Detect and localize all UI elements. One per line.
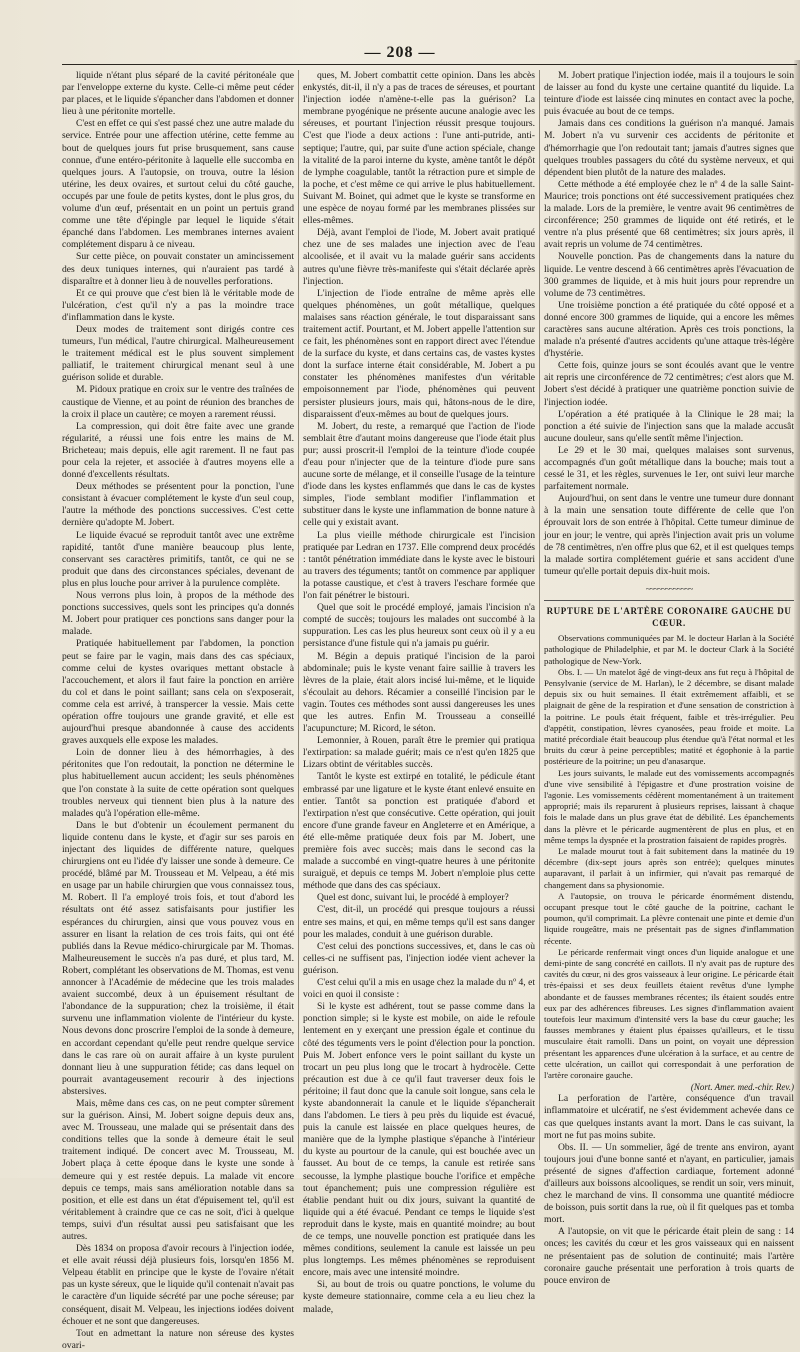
paragraph: Dès 1834 on proposa d'avoir recours à l'injection iodée, et elle avait réussi déjà plusieurs fois, lorsqu'en 1856 M. Velpeau établit en principe que le kyste de l'ovaire n'était pas un kyste séreux, que le liquide qu'il contenait n'avait pas le caractère d'un liquide sécrété par une poche séreuse; par conséquent, disait M. Velpeau, les injections iodées doivent échouer et ne sont que dangereuses. [62, 1243, 294, 1327]
page-number: — 208 — [364, 44, 436, 61]
paragraph: Une troisième ponction a été pratiquée du côté opposé et a donné encore 300 grammes de liquide, qui a encore les mêmes caractères sans aucune altération. Après ces trois ponctions, la malade n'a présenté d'autres accidents qu'une attaque très-légère d'hystérie. [544, 299, 794, 360]
paragraph: A l'autopsie, on vit que le péricarde était plein de sang : 14 onces; les cavités du cœur et les gros vaisseaux qui en naissent ne présentaient pas de solution de continuité; mais l'artère coronaire gauche présentait une perforation à trois quarts de pouce environ de [544, 1226, 794, 1286]
paragraph: liquide n'étant plus séparé de la cavité péritonéale que par l'enveloppe externe du kyste. Celle-ci même peut céder par places, et le liquide s'épancher dans l'abdomen et donner lieu à une péritonite mortelle. [62, 70, 294, 118]
paragraph: Tantôt le kyste est extirpé en totalité, le pédicule étant embrassé par une ligature et le kyste étant enlevé ensuite en entier. Tantôt sa ponction est pratiquée d'abord et l'extirpation n'est que consécutive. Cette opération, qui jouit encore d'une grande faveur en Angleterre et en Amérique, a été elle-même pratiquée deux fois par M. Jobert, une première fois avec succès; mais dans le second cas la malade a succombé en vingt-quatre heures à une péritonite suraiguë, et depuis ce temps M. Jobert n'emploie plus cette méthode que dans des cas spéciaux. [303, 771, 535, 892]
paragraph: La compression, qui doit être faite avec une grande régularité, a réussi une fois entre les mains de M. Bricheteau; mais depuis, elle agit rarement. Il ne faut pas pour cela la rejeter, et associée à d'autres moyens elle a donné d'excellents résultats. [62, 420, 294, 481]
paragraph: M. Pidoux pratique en croix sur le ventre des traînées de caustique de Vienne, et au point de réunion des branches de la croix il place un cautère; ce moyen a rarement réussi. [62, 384, 294, 420]
paragraph: Le liquide évacué se reproduit tantôt avec une extrême rapidité, tantôt d'une manière beaucoup plus lente, conservant ses caractères primitifs, tantôt, ce qui ne se produit que dans des circonstances spéciales, devenant de plus en plus louche pour arriver à la purulence complète. [62, 529, 294, 589]
paragraph: C'est celui des ponctions successives, et, dans le cas où celles-ci ne suffisent pas, l'injection iodée vient achever la guérison. [303, 940, 535, 976]
paragraph: Quel est donc, suivant lui, le procédé à employer? [317, 892, 509, 904]
paragraph: M. Bégin a depuis pratiqué l'incision de la paroi abdominale; puis le kyste venant faire saillie à travers les lèvres de la plaie, était alors incisé lui-même, et le liquide s'écoulait au dehors. Récamier a conseillé l'incision par le vagin. Toutes ces méthodes sont aussi dangereuses les unes que les autres. Enfin M. Trousseau a conseillé l'acupuncture; M. Ricord, le séton. [303, 650, 535, 735]
paragraph: Le 29 et le 30 mai, quelques malaises sont survenus, accompagnés d'un goût métallique dans la bouche; mais tout a cessé le 31, et les règles, survenues le 1er, ont suivi leur marche parfaitement normale. [544, 444, 794, 493]
paragraph: ques, M. Jobert combattit cette opinion. Dans les abcès enkystés, dit-il, il n'y a pas de traces de séreuses, et pourtant l'injection iodée n'amène-t-elle pas la guérison? La membrane pyogénique ne présente aucune analogie avec les séreuses, et pourtant l'injection réussit presque toujours. C'est que l'iode a deux actions : l'une anti-putride, anti-septique; l'autre, qui, par suite d'une action spéciale, change la vitalité de la paroi interne du kyste, amène tantôt le dépôt de lymphe coagulable, tantôt la rétraction pure et simple de la poche, et c'est même ce qui arrive le plus habituellement. Suivant M. Boinet, qui admet que le kyste se transforme en une espèce de noyau formé par les membranes plissées sur elles-mêmes. [303, 70, 535, 227]
paragraph: Dans le but d'obtenir un écoulement permanent du liquide contenu dans le kyste, et d'agir sur ses parois en injectant des liquides de différente nature, quelques chirurgiens ont eu l'idée d'y laisser une sonde à demeure. Ce procédé, blâmé par M. Trousseau et M. Velpeau, a été mis en usage par un habile chirurgien que vous connaissez tous, M. Robert. Il l'a employé trois fois, et tout d'abord les résultats ont été assez satisfaisants pour justifier les espérances du chirurgien, ainsi que vous pouvez vous en assurer en lisant la relation de ces trois faits, qui ont été publiés dans la Revue médico-chirurgicale par M. Thomas. Malheureusement le succès n'a pas duré, et plus tard, M. Robert, complétant les observations de M. Thomas, est venu annoncer à l'Académie de médecine que les trois malades avaient succombé, deux à un épuisement résultant de l'abondance de la suppuration; chez la troisième, il était survenu une inflammation violente de l'intérieur du kyste. Nous devons donc proscrire l'emploi de la sonde à demeure, en accordant cependant qu'elle peut rendre quelque service dans le cas rare où on aurait affaire à un kyste purulent donnant lieu à une suppuration fétide; cas dans lequel on pourrait avantageusement recourir à des injections abstersives. [62, 819, 294, 1097]
paragraph: Le malade mourut tout à fait subitement dans la matinée du 19 décembre (dix-sept jours après son entrée); quelques minutes auparavant, il parlait à un infirmier, qui n'avait pas remarqué de changement dans sa physionomie. [544, 845, 794, 890]
paragraph: Nouvelle ponction. Pas de changements dans la nature du liquide. Le ventre descend à 66 centimètres après l'évacuation de 300 grammes de liquide, et à mis huit jours pour reprendre un volume de 73 centimètres. [544, 251, 794, 299]
paragraph: Deux méthodes se présentent pour la ponction, l'une consistant à évacuer complétement le kyste d'un seul coup, l'autre la méthode des ponctions successives. C'est cette dernière qu'adopte M. Jobert. [62, 481, 294, 529]
paragraph: M. Jobert pratique l'injection iodée, mais il a toujours le soin de laisser au fond du kyste une certaine quantité du liquide. La teinture d'iode est laissée cinq minutes en contact avec la poche, puis évacuée au bout de ce temps. [544, 70, 794, 118]
paragraph: Loin de donner lieu à des hémorrhagies, à des péritonites que l'on redoutait, la ponction ne détermine le plus habituellement aucun accident; les seuls phénomènes que l'on constate à la suite de cette opération sont quelques troubles nerveux qui tiennent bien plus à la nature des malades qu'à l'opération elle-même. [62, 747, 294, 819]
paragraph: La plus vieille méthode chirurgicale est l'incision pratiquée par Ledran en 1737. Elle comprend deux procédés : tantôt pénétration immédiate dans le kyste avec le bistouri au travers des téguments; tantôt on commence par appliquer la potasse caustique, et c'est à travers l'eschare formée que l'on fait pénétrer le bistouri. [303, 529, 535, 602]
paragraph: Tout en admettant la nature non séreuse des kystes ovari- [62, 1327, 294, 1351]
paragraph: A l'autopsie, on trouva le péricarde énormément distendu, occupant presque tout le côté gauche de la poitrine, cachant le poumon, qu'il comprimait. La plèvre contenait une pinte et demie d'un liquide rougeâtre, mais ne présentait pas de signes d'inflammation récente. [544, 890, 794, 946]
paragraph: Sur cette pièce, on pouvait constater un amincissement des deux tuniques internes, qui n'auraient pas tardé à disparaître et à donner lieu à de nouvelles perforations. [62, 251, 294, 287]
ornamental-divider: ~~~~~~~~~~~~ [645, 583, 693, 594]
paragraph: M. Jobert, du reste, a remarqué que l'action de l'iode semblait être d'autant moins dangereuse que l'iode était plus pur; aussi proscrit-il l'emploi de la teinture d'iode coupée d'eau pour n'injecter que de la teinture d'iode pure sans aucune sorte de mélange, et il conseille l'usage de la teinture d'iode dans les kystes enflammés que dans le cas de kystes simples, l'iode semblant modifier l'inflammation et substituer dans le kyste une inflammation de bonne nature à celle qui y existait avant. [303, 420, 535, 529]
paragraph: Et ce qui prouve que c'est bien là le véritable mode de l'ulcération, c'est qu'il n'y a pas la moindre trace d'inflammation dans le kyste. [62, 287, 294, 323]
paragraph: C'est en effet ce qui s'est passé chez une autre malade du service. Entrée pour une affection utérine, cette femme au bout de quelques jours fut prise brusquement, sans cause connue, d'une entéro-péritonite à laquelle elle succomba en quelques jours. A l'autopsie, on trouva, outre la lésion utérine, les deux ovaires, et surtout celui du côté gauche, occupés par une foule de petits kystes, dont le plus gros, du volume d'un œuf, présentait en un point un pertuis grand comme une tête d'épingle par lequel le liquide s'était épanché dans l'abdomen. Les membranes internes avaient complétement disparu à ce niveau. [62, 118, 294, 251]
paragraph: Cette méthode a été employée chez le nº 4 de la salle Saint-Maurice; trois ponctions ont été successivement pratiquées chez la malade. Lors de la première, le ventre avait 96 centimètres de circonférence; 250 grammes de liquide ont été retirés, et le ventre n'a plus présenté que 68 centimètres; six jours après, il avait repris un volume de 74 centimètres. [544, 178, 794, 251]
paragraph: Déjà, avant l'emploi de l'iode, M. Jobert avait pratiqué chez une de ses malades une injection avec de l'eau alcoolisée, et il avait vu la malade guérir sans accidents autres qu'une fièvre très-manifeste qui s'était déclarée après l'injection. [303, 227, 535, 287]
section-title: RUPTURE DE L'ARTÈRE CORONAIRE GAUCHE DU CŒUR. [544, 600, 794, 629]
paragraph: Le péricarde renfermait vingt onces d'un liquide analogue et une demi-pinte de sang concrété en caillots. Il n'y avait pas de rupture des cavités du cœur, ni des gros vaisseaux à leur origine. Le péricarde était très-épaissi et ses deux feuillets étaient revêtus d'une lymphe abondante et de fausses membranes récentes; ils étaient soudés entre eux par des adhérences fibreuses. Les signes d'inflammation avaient toutefois leur maximum d'intensité vers la base du cœur gauche; les fausses membranes y étaient plus épaisses qu'ailleurs, et le tissu musculaire était ramolli. Dans un point, on voyait une dépression présentant les apparences d'une ulcération à la surface, et au centre de cette ulcération, un caillot qui correspondait à une perforation de l'artère coronaire gauche. [544, 946, 794, 1081]
paragraph: C'est celui qu'il a mis en usage chez la malade du nº 4, et voici en quoi il consiste : [303, 977, 535, 1001]
paragraph: Aujourd'hui, on sent dans le ventre une tumeur dure donnant à la main une sensation toute différente de celle que l'on éprouvait lors de son entrée à l'hôpital. Cette tumeur diminue de jour en jour; le ventre, qui après l'injection avait pris un volume de 78 centimètres, n'en offre plus que 62, et il est quelques temps la malade sortira complétement guérie et sans accident d'une tumeur qu'elle portait depuis dix-huit mois. [544, 493, 794, 577]
paragraph: Nous verrons plus loin, à propos de la méthode des ponctions successives, quels sont les principes qu'a donnés M. Jobert pour pratiquer ces ponctions sans danger pour la malade. [62, 590, 294, 638]
article-source: (Nort. Amer. med.-chir. Rev.) [690, 1082, 794, 1093]
section-intro: Observations communiquées par M. le docteur Harlan à la Société pathologique de Philadelphie, et par M. le docteur Clark à la Société pathologique de New-York. [544, 633, 794, 666]
paragraph: Jamais dans ces conditions la guérison n'a manqué. Jamais M. Jobert n'a vu survenir ces accidents de péritonite et d'hémorrhagie que l'on redoutait tant; jamais d'autres signes que quelques troubles passagers du côté du système nerveux, et qui dépendent bien plutôt de la nature des malades. [544, 118, 794, 178]
column-3 [544, 70, 794, 1286]
header-rule [62, 64, 797, 65]
paragraph: Quel que soit le procédé employé, jamais l'incision n'a compté de succès; toujours les malades ont succombé à la suppuration. Les cas les plus heureux sont ceux où il y a eu persistance d'une fistule qui n'a jamais pu guérir. [303, 602, 535, 650]
paragraph: Cette fois, quinze jours se sont écoulés avant que le ventre ait repris une circonférence de 72 centimètres; c'est alors que M. Jobert s'est décidé à pratiquer une quatrième ponction suivie de l'injection iodée. [544, 360, 794, 408]
paragraph: La perforation de l'artère, conséquence d'un travail inflammatoire et ulcératif, ne s'est évidemment achevée dans ce cas que quelques instants avant la mort. Dans le cas suivant, la mort ne fut pas moins subite. [544, 1093, 794, 1141]
column-2 [303, 70, 535, 1315]
column-1 [62, 70, 294, 1351]
paragraph: Obs. I. — Un matelot âgé de vingt-deux ans fut reçu à l'hôpital de Pensylvanie (service de M. Harlan), le 2 décembre, se disant malade depuis six ou huit semaines. Il était extrêmement affaibli, et se plaignait de gêne de la respiration et d'une sensation de constriction à la poitrine. Le pouls était fréquent, faible et très-irrégulier. Peu d'appétit, constipation, lèvres cyanosées, peau froide et moite. La matité précordiale était beaucoup plus étendue qu'à l'état normal et les bruits du cœur à peine perceptibles; matité et égophonie à la partie postérieure de la poitrine; un peu d'anasarque. [544, 666, 794, 767]
paragraph: Mais, même dans ces cas, on ne peut compter sûrement sur la guérison. Ainsi, M. Jobert soigne depuis deux ans, avec M. Trousseau, une malade qui se présentait dans des conditions telles que la sonde à demeure était le seul traitement indiqué. De concert avec M. Trousseau, M. Jobert plaça à cette époque dans le kyste une sonde à demeure qui y est restée depuis. La malade vit encore depuis ce temps, mais sans amélioration notable dans sa position, et elle est dans un état d'épuisement tel, qu'il est véritablement à craindre que ce cas ne soit, d'ici à quelque temps, suivi d'un résultat aussi peu satisfaisant que les autres. [62, 1097, 294, 1242]
paragraph: L'opération a été pratiquée à la Clinique le 28 mai; la ponction a été suivie de l'injection sans que la malade accusât aucune douleur, sans qu'elle sentît même l'injection. [544, 408, 794, 444]
page-edge-shadow [794, 60, 800, 1170]
paragraph: Lemonnier, à Rouen, paraît être le premier qui pratiqua l'extirpation: sa malade guérit; mais ce n'est qu'en 1825 que Lizars obtint de véritables succès. [303, 735, 535, 771]
paragraph: Si le kyste est adhérent, tout se passe comme dans la ponction simple; si le kyste est mobile, on aide le refoule lentement en y exerçant une pression égale et continue du côté des téguments vers le point d'élection pour la ponction. Puis M. Jobert enfonce vers le point saillant du kyste un trocart un peu plus long que le trocart à hydrocèle. Cette précaution est due à ce qu'il faut traverser deux fois le péritoine; il faut donc que la canule soit longue, sans cela le kyste abandonnerait la canule et le liquide s'épancherait dans l'abdomen. Le tiers à peu près du liquide est évacué, puis la canule est laissée en place quelques heures, de manière que de la lymphe plastique s'épanche à l'intérieur du kyste au pourtour de la canule, qui est bouchée avec un fausset. Au bout de ce temps, la canule est retirée sans secousse, la lymphe plastique bouche l'orifice et empêche tout épanchement; puis une compression régulière est établie pendant huit ou dix jours, suivant la quantité de liquide qui a été évacué. Pendant ce temps le liquide s'est reproduit dans le kyste, mais en quantité moindre; au bout de ce temps, une nouvelle ponction est pratiquée dans les mêmes conditions, seulement la canule est laissée un peu plus longtemps. Les mêmes phénomènes se reproduisent encore, mais avec une intensité moindre. [303, 1001, 535, 1279]
paragraph: Deux modes de traitement sont dirigés contre ces tumeurs, l'un médical, l'autre chirurgical. Malheureusement le traitement médical est le plus souvent simplement palliatif, le traitement chirurgical menant seul à une guérison solide et durable. [62, 323, 294, 384]
paragraph: L'injection de l'iode entraîne de même après elle quelques phénomènes, un goût métallique, quelques malaises sans réaction générale, le tout disparaissant sans traitement actif. Pourtant, et M. Jobert appelle l'attention sur ce fait, les phénomènes sont en rapport direct avec l'étendue de la surface du kyste, et dans certains cas, de vastes kystes dont la surface interne était considérable, M. Jobert a pu constater les phénomènes manifestes d'un véritable empoisonnement par l'iode, phénomènes qui peuvent persister plusieurs jours, mais qui, hâtons-nous de le dire, disparaissent d'eux-mêmes au bout de quelques jours. [303, 287, 535, 420]
paragraph: Obs. II. — Un sommelier, âgé de trente ans environ, ayant toujours joui d'une bonne santé et n'ayant, en particulier, jamais présenté de signes d'affection cardiaque, fortement adonné d'ailleurs aux boissons alcooliques, se rendit un soir, vers minuit, chez le marchand de vins. Il consomma une quantité médiocre de boisson, puis sortit dans la rue, où il fit quelques pas et tomba mort. [544, 1141, 794, 1226]
paragraph: Les jours suivants, le malade eut des vomissements accompagnés d'une vive sensibilité à l'épigastre et d'une prostration voisine de l'agonie. Les vomissements cédèrent momentanément à un traitement approprié; mais ils reparurent à plusieurs reprises, laissant à chaque fois le malade dans un plus grave état de débilité. Les épanchements dans la plèvre et le péricarde augmentèrent de plus en plus, et en même temps la dyspnée et la prostration faisaient de rapides progrès. [544, 767, 794, 845]
column-separator [298, 70, 299, 1160]
paragraph: C'est, dit-il, un procédé qui presque toujours a réussi entre ses mains, et qui, en même temps qu'il est sans danger pour les malades, conduit à une guérison durable. [303, 904, 535, 940]
paragraph: Si, au bout de trois ou quatre ponctions, le volume du kyste demeure stationnaire, comme cela a eu lieu chez la malade, [303, 1279, 535, 1315]
column-separator [539, 70, 540, 1160]
paragraph: Pratiquée habituellement par l'abdomen, la ponction peut se faire par le vagin, mais dans des cas spéciaux, comme celui de kystes ovariques mettant obstacle à l'accouchement, et alors il faut faire la ponction en arrière du col et dans le point saillant; sans cela on s'exposerait, comme cela est arrivé, à transpercer la vessie. Mais cette opération offre toujours une grande gravité, et elle est aujourd'hui presque abandonnée à cause des accidents graves auxquels elle expose les malades. [62, 638, 294, 747]
